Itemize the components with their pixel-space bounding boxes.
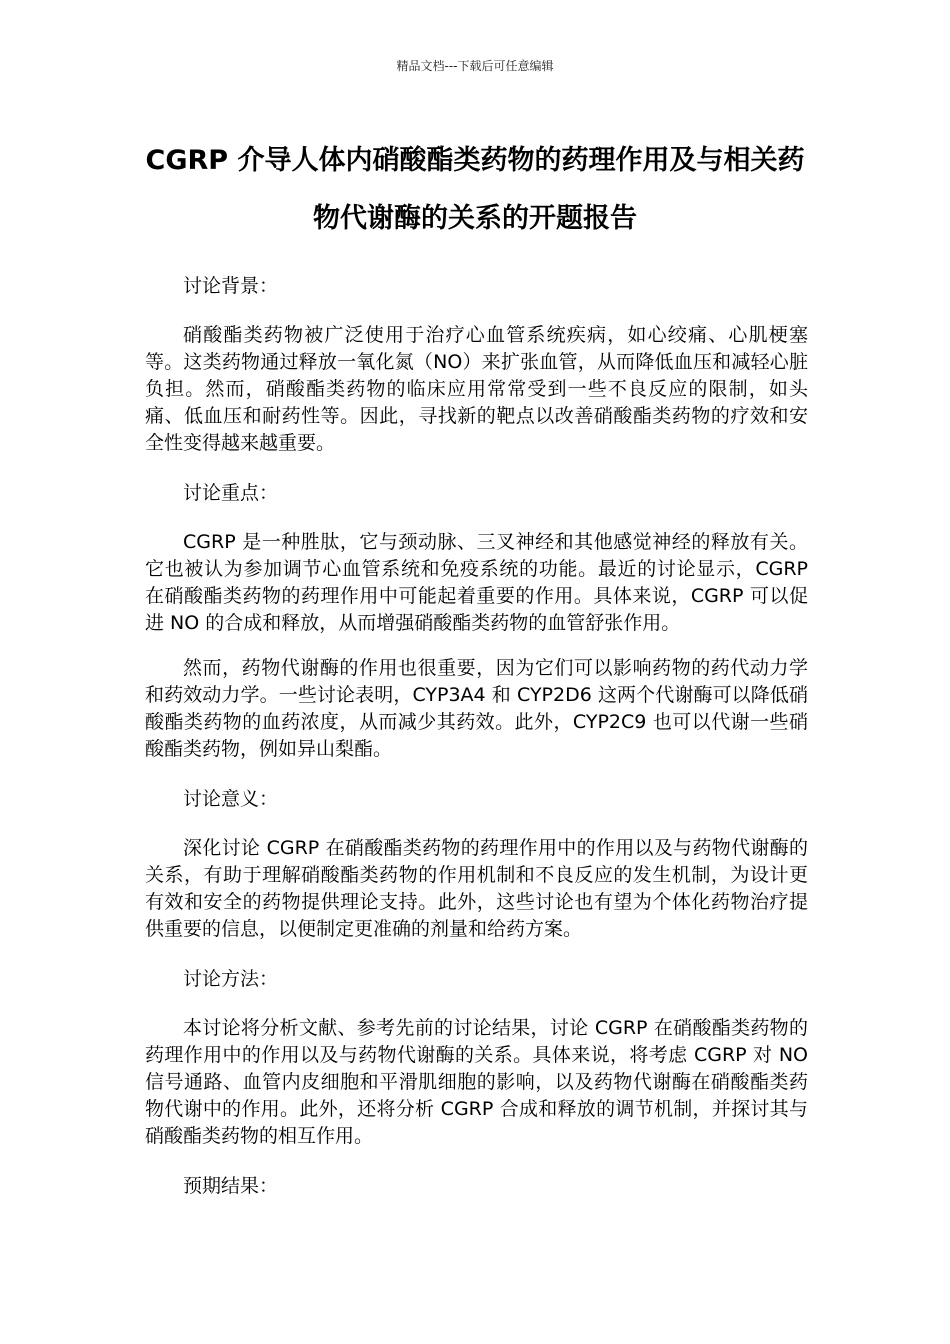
section-heading: 讨论方法： bbox=[183, 968, 279, 990]
section-heading: 讨论重点： bbox=[183, 482, 279, 504]
section-paragraph: 深化讨论 CGRP 在硝酸酯类药物的药理作用中的作用以及与药物代谢酶的关系，有助于理解硝酸酯类药物的作用机制和不良反应的发生机制，为设计更有效和安全的药物提供理论支持。此外，这些讨论也有望为个体化药物治疗提供重要的信息，以便制定更准确的剂量和给药方案。 bbox=[145, 837, 808, 940]
document-body bbox=[145, 268, 808, 1222]
section-heading: 讨论意义： bbox=[183, 788, 279, 810]
section-paragraph: CGRP 是一种胜肽，它与颈动脉、三叉神经和其他感觉神经的释放有关。它也被认为参加调节心血管系统和免疫系统的功能。最近的讨论显示，CGRP 在硝酸酯类药物的药理作用中可能起着重要的作用。具体来说，CGRP 可以促进 NO 的合成和释放，从而增强硝酸酯类药物的血管舒张作用。 bbox=[145, 531, 808, 634]
section-heading: 讨论背景： bbox=[183, 275, 279, 297]
section-paragraph: 然而，药物代谢酶的作用也很重要，因为它们可以影响药物的药代动力学和药效动力学。一些讨论表明，CYP3A4 和 CYP2D6 这两个代谢酶可以降低硝酸酯类药物的血药浓度，从而减少其药效。此外，CYP2C9 也可以代谢一些硝酸酯类药物，例如异山梨酯。 bbox=[145, 657, 808, 760]
section-heading: 预期结果： bbox=[183, 1175, 279, 1197]
section-background bbox=[145, 268, 808, 457]
section-significance bbox=[145, 781, 808, 943]
page-header: 精品文档---下载后可任意编辑 bbox=[396, 59, 554, 73]
section-paragraph: 本讨论将分析文献、参考先前的讨论结果，讨论 CGRP 在硝酸酯类药物的药理作用中的作用以及与药物代谢酶的关系。具体来说，将考虑 CGRP 对 NO 信号通路、血管内皮细胞和平滑肌细胞的影响，以及药物代谢酶在硝酸酯类药物代谢中的作用。此外，还将分析 CGRP 合成和释放的调节机制，并探讨其与硝酸酯类药物的相互作用。 bbox=[145, 1017, 808, 1147]
section-expected-results bbox=[145, 1168, 808, 1204]
section-methods bbox=[145, 961, 808, 1150]
section-focus bbox=[145, 475, 808, 763]
document-title: CGRP 介导人体内硝酸酯类药物的药理作用及与相关药物代谢酶的关系的开题报告 bbox=[145, 145, 805, 234]
section-paragraph: 硝酸酯类药物被广泛使用于治疗心血管系统疾病，如心绞痛、心肌梗塞等。这类药物通过释放一氧化氮（NO）来扩张血管，从而降低血压和减轻心脏负担。然而，硝酸酯类药物的临床应用常常受到一些不良反应的限制，如头痛、低血压和耐药性等。因此，寻找新的靶点以改善硝酸酯类药物的疗效和安全性变得越来越重要。 bbox=[145, 324, 808, 454]
